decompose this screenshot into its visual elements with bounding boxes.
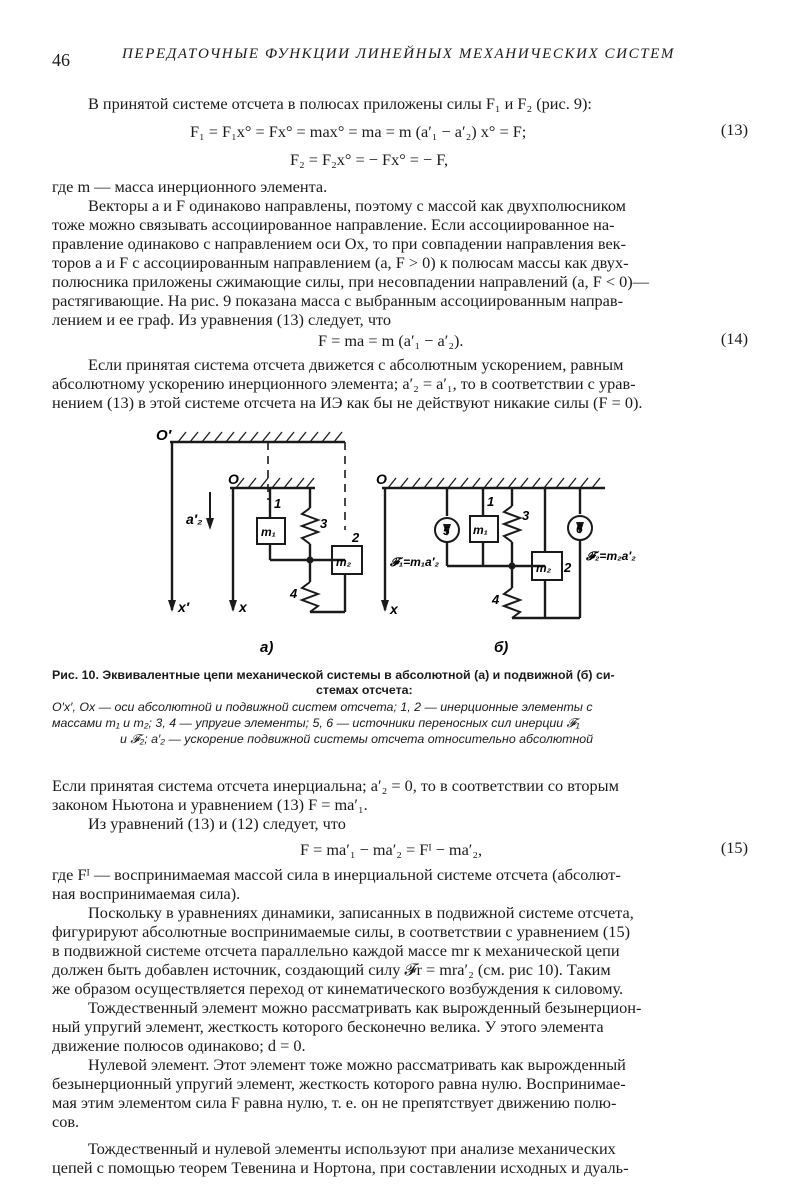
equation-13-number: (13) <box>720 120 748 139</box>
text-line: Если принятая система отсчета инерциальна; a′₂ = 0, то в соответствии со вторым <box>52 776 619 795</box>
label-accel: a′₂ <box>186 511 203 527</box>
equation-14-number: (14) <box>720 329 748 348</box>
text-line: Тождественный элемент можно рассматривать как вырожденный безынерцион- <box>88 998 642 1017</box>
label-origin-abs: O′ <box>156 427 172 444</box>
equation-15-number: (15) <box>720 838 748 857</box>
text-line: ная воспринимаемая сила). <box>52 884 241 903</box>
label-force2: 𝓕₂=m₂a′₂ <box>586 549 636 563</box>
label-mass2-left: m₂ <box>336 555 352 569</box>
equation-13-line-1: F₁ = F₁x° = Fx° = max° = ma = m (a′₁ − a′₂) x° = F; <box>190 122 527 141</box>
text-line: растягивающие. На рис. 9 показана масса с выбранным ассоциированным направ- <box>52 291 624 310</box>
text-line: фигурируют абсолютные воспринимаемые силы, в соответствии с уравнением (15) <box>52 922 631 941</box>
label-src5: 5 <box>443 524 450 538</box>
label-mass1-left: m₁ <box>261 525 276 539</box>
label-axis-right: x <box>390 601 398 617</box>
text-line: Векторы a и F одинаково направлены, поэтому с массой как двухполюсником <box>88 196 626 215</box>
text-line: Из уравнений (13) и (12) следует, что <box>88 814 346 833</box>
caption-desc-line: массами m₁ и m₂; 3, 4 — упругие элементы; 5, 6 — источники переносных сил инерции 𝓕₁ <box>52 716 580 730</box>
label-n2-left: 2 <box>352 530 360 545</box>
text-line: где m — масса инерционного элемента. <box>52 177 328 196</box>
text-line: мая этим элементом сила F равна нулю, т. е. он не препятствует движению полю- <box>52 1093 617 1112</box>
text-line: абсолютному ускорению инерционного элемента; a′₂ = a′₁, то в соответствии с урав- <box>52 374 636 393</box>
caption-title-line: Рис. 10. Эквивалентные цепи механической системы в абсолютной (а) и подвижной (б) си- <box>52 668 615 682</box>
text-line: В принятой системе отсчета в полюсах приложены силы F₁ и F₂ (рис. 9): <box>88 94 592 113</box>
equation-15: F = ma′₁ − ma′₂ = Fᴵ − ma′₂, <box>300 840 483 859</box>
label-origin-right: O <box>376 471 387 487</box>
text-line: должен быть добавлен источник, создающий силу 𝓕r = mra′₂ (см. рис 10). Таким <box>52 960 611 979</box>
label-n1-right: 1 <box>487 494 495 509</box>
page-header <box>52 46 752 70</box>
label-axis-mov: x <box>239 599 247 615</box>
label-force1: 𝓕₁=m₁a′₂ <box>390 555 440 569</box>
label-n2-right: 2 <box>564 560 572 575</box>
label-n4-right: 4 <box>492 592 500 607</box>
text-line: законом Ньютона и уравнением (13) F = ma′₁. <box>52 795 368 814</box>
text-line: в подвижной системе отсчета параллельно каждой массе mr к механической цепи <box>52 941 620 960</box>
figure-10 <box>150 420 636 660</box>
text-line: правление одинаково с направлением оси Ox, то при совпадении направления век- <box>52 234 627 253</box>
caption-desc-line: и 𝓕₂; a′₂ — ускорение подвижной системы отсчета относительно абсолютной <box>120 732 594 746</box>
caption-title-line: стемах отсчета: <box>316 683 413 697</box>
text-line: безынерционный упругий элемент, жесткость которого равна нулю. Воспринимае- <box>52 1074 626 1093</box>
page-number: 46 <box>52 50 70 70</box>
text-line: Если принятая система отсчета движется с абсолютным ускорением, равным <box>88 355 624 374</box>
text-line: торов a и F с ассоциированным направлением (a, F > 0) к полюсам массы как двух- <box>52 253 629 272</box>
label-origin-mov: O <box>228 471 239 487</box>
text-line: полюсника приложены сжимающие силы, при несовпадении направлений (a, F < 0)— <box>52 272 649 291</box>
label-panel-b: б) <box>494 639 509 656</box>
label-axis-abs: x′ <box>178 599 190 615</box>
text-line: цепей с помощью теорем Тевенина и Нортона, при составлении исходных и дуаль- <box>52 1158 629 1177</box>
equation-13-line-2: F₂ = F₂x° = − Fx° = − F, <box>290 150 449 169</box>
label-n4-left: 4 <box>290 586 298 601</box>
text-line: сов. <box>52 1112 80 1131</box>
label-mass2-right: m₂ <box>536 561 552 575</box>
equation-14: F = ma = m (a′₁ − a′₂). <box>318 331 464 350</box>
text-line: где Fᴵ — воспринимаемая массой сила в инерциальной системе отсчета (абсолют- <box>52 865 621 884</box>
text-line: Тождественный и нулевой элементы используют при анализе механических <box>88 1139 616 1158</box>
label-src6: 6 <box>576 522 583 536</box>
text-line: нением (13) в этой системе отсчета на ИЭ как бы не действуют никакие силы (F = 0). <box>52 393 643 412</box>
text-line: тоже можно связывать ассоциированное направление. Если ассоциированное на- <box>52 215 615 234</box>
label-mass1-right: m₁ <box>473 523 488 537</box>
text-line: движение полюсов одинаково; d = 0. <box>52 1036 306 1055</box>
text-line: же образом осуществляется переход от кинематического возбуждения к силовому. <box>52 979 624 998</box>
text-line: Нулевой элемент. Этот элемент тоже можно рассматривать как вырожденный <box>88 1055 626 1074</box>
label-n1-left: 1 <box>274 496 282 511</box>
text-line: ный упругий элемент, жесткость которого бесконечно велика. У этого элемента <box>52 1017 604 1036</box>
running-title: ПЕРЕДАТОЧНЫЕ ФУНКЦИИ ЛИНЕЙНЫХ МЕХАНИЧЕСКИХ СИСТЕМ <box>122 46 676 62</box>
label-n3-right: 3 <box>522 508 530 523</box>
label-n3-left: 3 <box>320 516 328 531</box>
text-line: лением и ее граф. Из уравнения (13) следует, что <box>52 310 392 329</box>
label-panel-a: а) <box>260 639 274 656</box>
caption-desc-line: O′x′, Ox — оси абсолютной и подвижной систем отсчета; 1, 2 — инерционные элементы с <box>52 700 593 714</box>
text-line: Поскольку в уравнениях динамики, записанных в подвижной системе отсчета, <box>88 903 634 922</box>
